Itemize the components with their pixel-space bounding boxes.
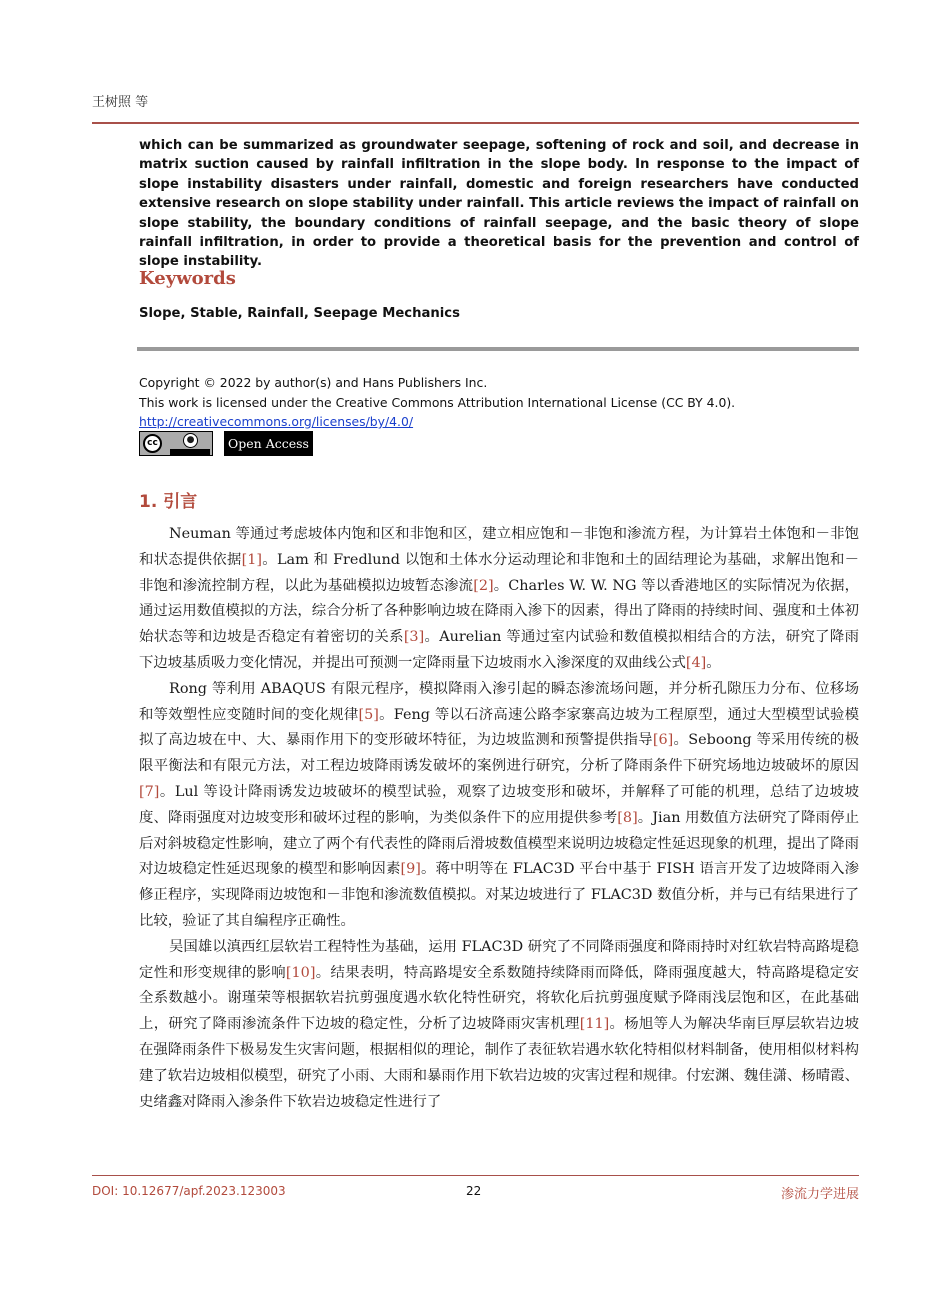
paragraph-text: 。Charles W. W. NG 等以香港地区的实际情况为依据，通过运用数值模拟的方法，综合分析了各种影响边坡在降雨入渗下的因素，得出了降雨的持续时间、强度和土体初始状态等和边坡是否稳定有着密切的关系 — [139, 577, 859, 646]
page-number: 22 — [466, 1184, 482, 1198]
keywords-heading: Keywords — [139, 268, 236, 289]
paragraph-1 — [139, 522, 859, 677]
paragraph-text: 。杨旭等人为解决华南巨厚层软岩边坡在强降雨条件下极易发生灾害问题，根据相似的理论，制作了表征软岩遇水软化特相似材料制备，使用相似材料构建了软岩边坡相似模型，研究了小雨、大雨和暴雨作用下软岩边坡的灾害过程和规律。付宏渊、魏佳潇、杨晴霞、史绪鑫对降雨入渗条件下软岩边坡稳定性进行了 — [139, 1016, 859, 1110]
open-access-badge: Open Access — [224, 431, 313, 456]
section-heading-introduction: 1. 引言 — [139, 492, 198, 512]
attribution-person-icon: ● — [183, 433, 198, 448]
header-divider — [92, 122, 859, 124]
license-link[interactable]: http://creativecommons.org/licenses/by/4.0/ — [139, 414, 414, 429]
citation-link[interactable]: [4] — [685, 654, 707, 671]
citation-link[interactable]: [11] — [579, 1016, 610, 1033]
section-divider — [137, 347, 859, 351]
footer-divider — [92, 1175, 859, 1176]
paragraph-text: 。Jian 用数值方法研究了降雨停止后对斜坡稳定性影响，建立了两个有代表性的降雨后滑坡数值模型来说明边坡稳定性延迟现象的机理，提出了降雨对边坡稳定性延迟现象的模型和影响因素 — [139, 809, 859, 878]
citation-link[interactable]: [3] — [403, 629, 425, 646]
footer-doi: DOI: 10.12677/apf.2023.123003 — [92, 1184, 286, 1198]
paragraph-text: 。Aurelian 等通过室内试验和数值模拟相结合的方法，研究了降雨下边坡基质吸力变化情况，并提出可预测一定降雨量下边坡雨水入渗深度的双曲线公式 — [139, 629, 859, 671]
paragraph-text: 。Lam 和 Fredlund 以饱和土体水分运动理论和非饱和土的固结理论为基础，求解出饱和－非饱和渗流控制方程，以此为基础模拟边坡暂态渗流 — [139, 551, 859, 594]
paragraph-text: 。蒋中明等在 FLAC3D 平台中基于 FISH 语言开发了边坡降雨入渗修正程序，实现降雨边坡饱和－非饱和渗流数值模拟。对某边坡进行了 FLAC3D 数值分析，并与已有结果进行了比较，验证了其自编程序正确性。 — [139, 861, 859, 929]
citation-link[interactable]: [10] — [285, 964, 316, 981]
citation-link[interactable]: [9] — [400, 861, 421, 878]
paragraph-text: 。 — [706, 654, 721, 671]
paragraph-text: Neuman 等通过考虑坡体内饱和区和非饱和区，建立相应饱和－非饱和渗流方程，为计算岩土体饱和－非饱和状态提供依据 — [139, 526, 859, 568]
cc-by-license-icon[interactable] — [139, 431, 213, 456]
footer-journal-name: 渗流力学进展 — [780, 1187, 859, 1202]
paragraph-2 — [139, 677, 859, 935]
citation-link[interactable]: [1] — [241, 551, 263, 568]
paragraph-text: 。Feng 等以石济高速公路李家寨高边坡为工程原型，通过大型模型试验模拟了高边坡在中、大、暴雨作用下的变形破坏特征，为边坡监测和预警提供指导 — [139, 706, 859, 749]
paragraph-text: 。Seboong 等采用传统的极限平衡法和有限元方法，对工程边坡降雨诱发破坏的案例进行研究，分析了降雨条件下研究场地边坡破坏的原因 — [139, 732, 859, 775]
paragraph-3 — [139, 935, 859, 1116]
running-header-author: 王树照 等 — [92, 95, 149, 110]
citation-link[interactable]: [6] — [652, 732, 674, 749]
citation-link[interactable]: [8] — [617, 809, 638, 826]
paragraph-text: Rong 等利用 ABAQUS 有限元程序，模拟降雨入渗引起的瞬态渗流场问题，并分析孔隙压力分布、位移场和等效塑性应变随时间的变化规律 — [139, 680, 859, 723]
copyright-line: Copyright © 2022 by author(s) and Hans Publishers Inc. — [139, 375, 488, 390]
citation-link[interactable]: [2] — [473, 577, 494, 594]
citation-link[interactable]: [7] — [139, 783, 160, 800]
copyright-block — [139, 373, 859, 432]
license-line: This work is licensed under the Creative Commons Attribution International License (CC BY 4.0). — [139, 394, 736, 410]
paragraph-text: 。结果表明，特高路堤安全系数随持续降雨而降低，降雨强度越大，特高路堤稳定安全系数越小。谢瑾荣等根据软岩抗剪强度遇水软化特性研究，将软化后抗剪强度赋予降雨浅层饱和区，在此基础上，研究了降雨渗流条件下边坡的稳定性，分析了边坡降雨灾害机理 — [139, 964, 859, 1033]
paragraph-text: 吴国雄以滇西红层软岩工程特性为基础，运用 FLAC3D 研究了不同降雨强度和降雨持时对红软岩特高路堤稳定性和形变规律的影响 — [139, 938, 859, 981]
cc-icon: cc — [143, 434, 162, 453]
paragraph-text: 。Lul 等设计降雨诱发边坡破坏的模型试验，观察了边坡变形和破坏，并解释了可能的机理，总结了边坡坡度、降雨强度对边坡变形和破坏过程的影响，为类似条件下的应用提供参考 — [139, 783, 859, 826]
introduction-body — [139, 522, 859, 1115]
by-label-strip — [170, 449, 210, 455]
abstract-text: which can be summarized as groundwater seepage, softening of rock and soil, and decrease in matrix suction caused by rainfall infiltration in the slope body. In response to the impact of slope instability disasters under rainfall, domestic and foreign researchers have conducted extensive research on slope stability under rainfall. This article reviews the impact of rainfall on slope stability, the boundary conditions of rainfall seepage, and the basic theory of slope rainfall infiltration, in order to provide a theoretical basis for the prevention and control of slope instability. — [139, 138, 859, 270]
keywords-list: Slope, Stable, Rainfall, Seepage Mechanics — [139, 306, 460, 321]
citation-link[interactable]: [5] — [358, 706, 379, 723]
